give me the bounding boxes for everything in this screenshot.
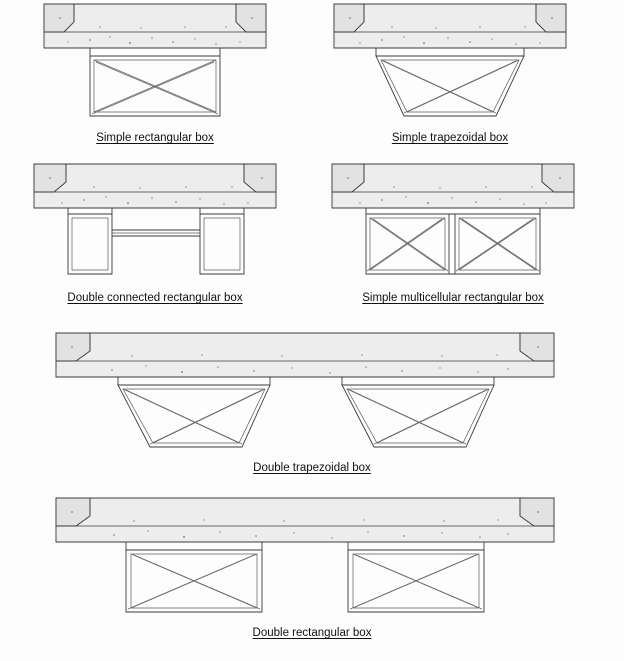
figure-simple-multicellular-rectangular-box [318,160,588,304]
caption-simple-rectangular-box: Simple rectangular box [96,132,214,144]
figure-double-rectangular-box [42,490,582,639]
figure-double-connected-rectangular-box [20,160,290,304]
figure-simple-trapezoidal-box [320,0,580,144]
caption-double-rectangular-box: Double rectangular box [252,627,372,639]
caption-simple-multicellular-rectangular-box: Simple multicellular rectangular box [362,292,544,304]
caption-simple-trapezoidal-box: Simple trapezoidal box [391,132,509,144]
caption-double-connected-rectangular-box: Double connected rectangular box [67,292,243,304]
caption-double-trapezoidal-box: Double trapezoidal box [253,462,371,474]
figure-simple-rectangular-box [30,0,280,144]
figure-double-trapezoidal-box [42,325,582,474]
